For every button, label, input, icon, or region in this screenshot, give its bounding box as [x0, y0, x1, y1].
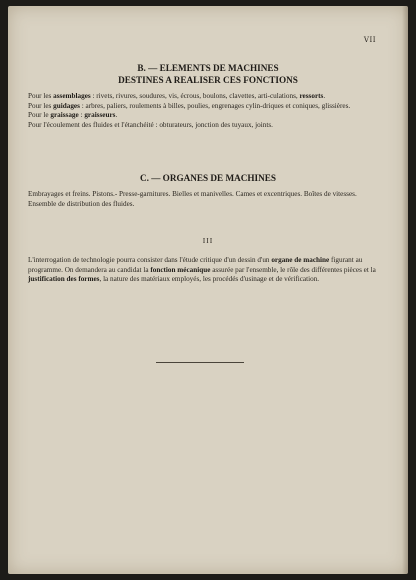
list-item-guidages: [28, 102, 376, 112]
list-item-assemblages: [28, 92, 376, 102]
item-tail: .: [323, 92, 326, 100]
item-keyword: assemblages: [53, 92, 91, 100]
paragraph-text: L'interrogation de technologie pourra consister dans l'étude critique d'un dessin d'un: [28, 256, 272, 264]
item-lead: Pour les: [28, 101, 54, 110]
item-lead: Pour le: [28, 111, 51, 120]
paragraph-text: , la nature des matériaux employés, les procédés d'usinage et de vérification.: [99, 275, 320, 284]
item-keyword: graissage: [50, 111, 79, 120]
divider-rule: [156, 362, 244, 363]
document-page: [8, 6, 408, 574]
item-tail: .: [115, 111, 118, 120]
paragraph-keyword: fonction mécanique: [150, 265, 211, 274]
list-item-graissage: [28, 111, 376, 121]
section-c-body: Embrayages et freins. Pistons.- Presse-garnitures. Bielles et manivelles. Cames et excentriques. Boîtes de vitesses. Ensemble de distribution des fluides.: [28, 190, 357, 208]
section-b-title-line1: B. — ELEMENTS DE MACHINES: [137, 63, 279, 73]
paragraph-text: assurée par l'ensemble, le rôle des différentes pièces et la: [210, 265, 376, 274]
section-b-list: [28, 92, 376, 130]
item-keyword-2: ressorts: [299, 92, 324, 100]
item-text: Pour l'écoulement des fluides et l'étanchéité : obturateurs, jonction des tuyaux, joints.: [28, 120, 273, 129]
item-text: : arbres, paliers, roulements à billes, poulies, engrenages cylin-driques et coniques, glissières.: [79, 101, 351, 110]
item-text: : rivets, rivures, soudures, vis, écrous, boulons, clavettes, arti-culations,: [90, 92, 300, 100]
section-iii-numeral: III: [202, 236, 214, 245]
section-b-title-line2: DESTINES A REALISER CES FONCTIONS: [118, 75, 298, 85]
paragraph-keyword: organe de machine: [271, 256, 330, 264]
paragraph-keyword: justification des formes: [28, 275, 100, 284]
section-c-text: [28, 190, 376, 209]
item-keyword-2: graisseurs: [84, 111, 116, 120]
paragraph-text: figurant au programme. On demandera au candidat la: [28, 256, 363, 274]
page-number: VII: [363, 36, 376, 44]
item-text: :: [78, 111, 85, 120]
section-iii-paragraph: [28, 256, 376, 285]
item-keyword: guidages: [53, 101, 80, 110]
item-lead: Pour les: [28, 92, 54, 100]
list-item-ecoulement: [28, 121, 376, 131]
section-c-title: C. — ORGANES DE MACHINES: [139, 173, 277, 183]
